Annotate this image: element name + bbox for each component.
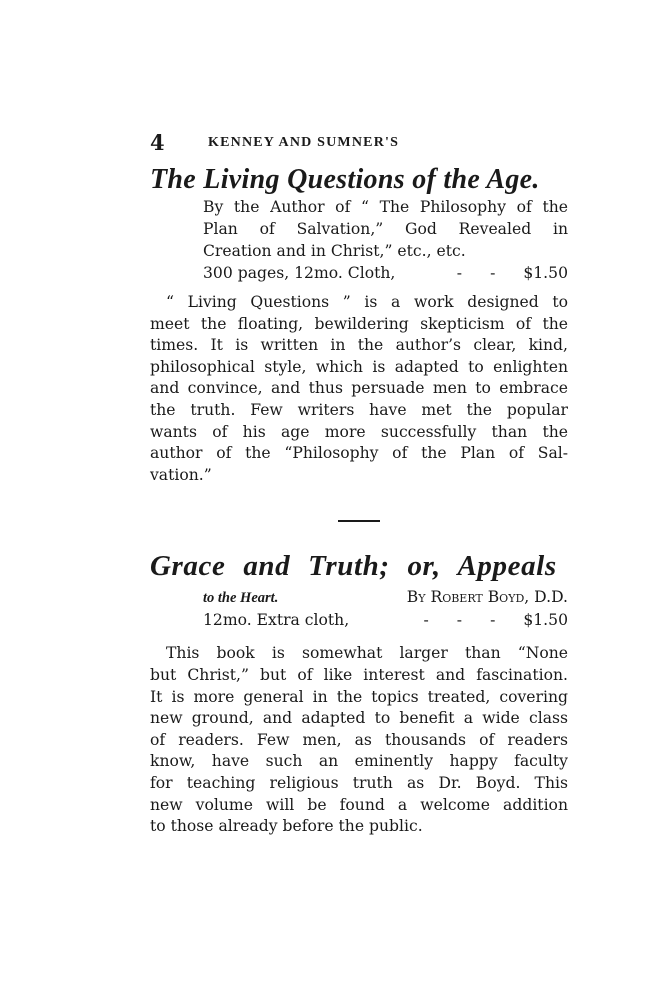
details-line: Plan of Salvation,” God Revealed in — [203, 220, 568, 238]
description-line: author of the “Philosophy of the Plan of Sal- — [150, 444, 568, 463]
book-details — [203, 196, 568, 284]
book-entry-living-questions — [150, 164, 568, 486]
book-format: 300 pages, 12mo. Cloth, — [203, 264, 396, 282]
leader-dashes — [395, 262, 523, 284]
description-line: new volume will be found a welcome addition — [150, 795, 568, 814]
book-title: Grace and Truth; or, Appeals — [150, 550, 557, 583]
leader-dash: - — [490, 611, 496, 630]
leader-dash: - — [423, 611, 429, 630]
subtitle-line — [203, 586, 568, 609]
description-line: meet the floating, bewildering skepticism of the — [150, 314, 568, 333]
price-line — [203, 609, 568, 631]
book-price: $1.50 — [523, 611, 568, 630]
running-head — [150, 130, 568, 156]
leader-dash: - — [490, 264, 496, 282]
description-line: philosophical style, which is adapted to enlighten — [150, 357, 568, 376]
description-line: know, have such an eminently happy faculty — [150, 752, 568, 771]
page-number: 4 — [150, 130, 165, 155]
leader-dashes — [349, 609, 523, 631]
description-line: the truth. Few writers have met the popular — [150, 400, 568, 419]
description-line: vation.” — [150, 465, 212, 484]
book-title: The Living Questions of the Age. — [150, 164, 540, 195]
description-line: “ Living Questions ” is a work designed to — [166, 293, 568, 311]
leader-dash: - — [456, 264, 463, 282]
running-title: KENNEY AND SUMNER'S — [208, 135, 400, 150]
description-line: new ground, and adapted to benefit a wide class — [150, 709, 568, 728]
description-line: It is more general in the topics treated, covering — [150, 687, 568, 706]
description-line: of readers. Few men, as thousands of readers — [150, 730, 568, 749]
book-details — [203, 586, 568, 631]
book-author: By Robert Boyd, D.D. — [406, 588, 568, 607]
book-subtitle: to the Heart. — [203, 590, 279, 607]
book-format: 12mo. Extra cloth, — [203, 611, 350, 630]
book-price: $1.50 — [523, 264, 568, 282]
description-line: wants of his age more successfully than the — [150, 422, 568, 441]
book-description — [150, 643, 568, 837]
description-line: but Christ,” but of like interest and fascination. — [150, 665, 568, 684]
price-line — [203, 262, 568, 284]
description-line: and convince, and thus persuade men to embrace — [150, 379, 568, 398]
description-line: for teaching religious truth as Dr. Boyd. This — [150, 773, 568, 792]
book-entry-grace-and-truth — [150, 550, 568, 837]
details-line: Creation and in Christ,” etc., etc. — [203, 242, 466, 260]
description-line: to those already before the public. — [150, 817, 423, 836]
section-divider — [338, 520, 380, 522]
details-line: By the Author of “ The Philosophy of the — [203, 198, 568, 216]
book-page — [150, 130, 568, 838]
description-line: This book is somewhat larger than “None — [166, 644, 568, 663]
description-line: times. It is written in the author’s clear, kind, — [150, 336, 568, 355]
book-description — [150, 292, 568, 486]
leader-dash: - — [456, 611, 463, 630]
